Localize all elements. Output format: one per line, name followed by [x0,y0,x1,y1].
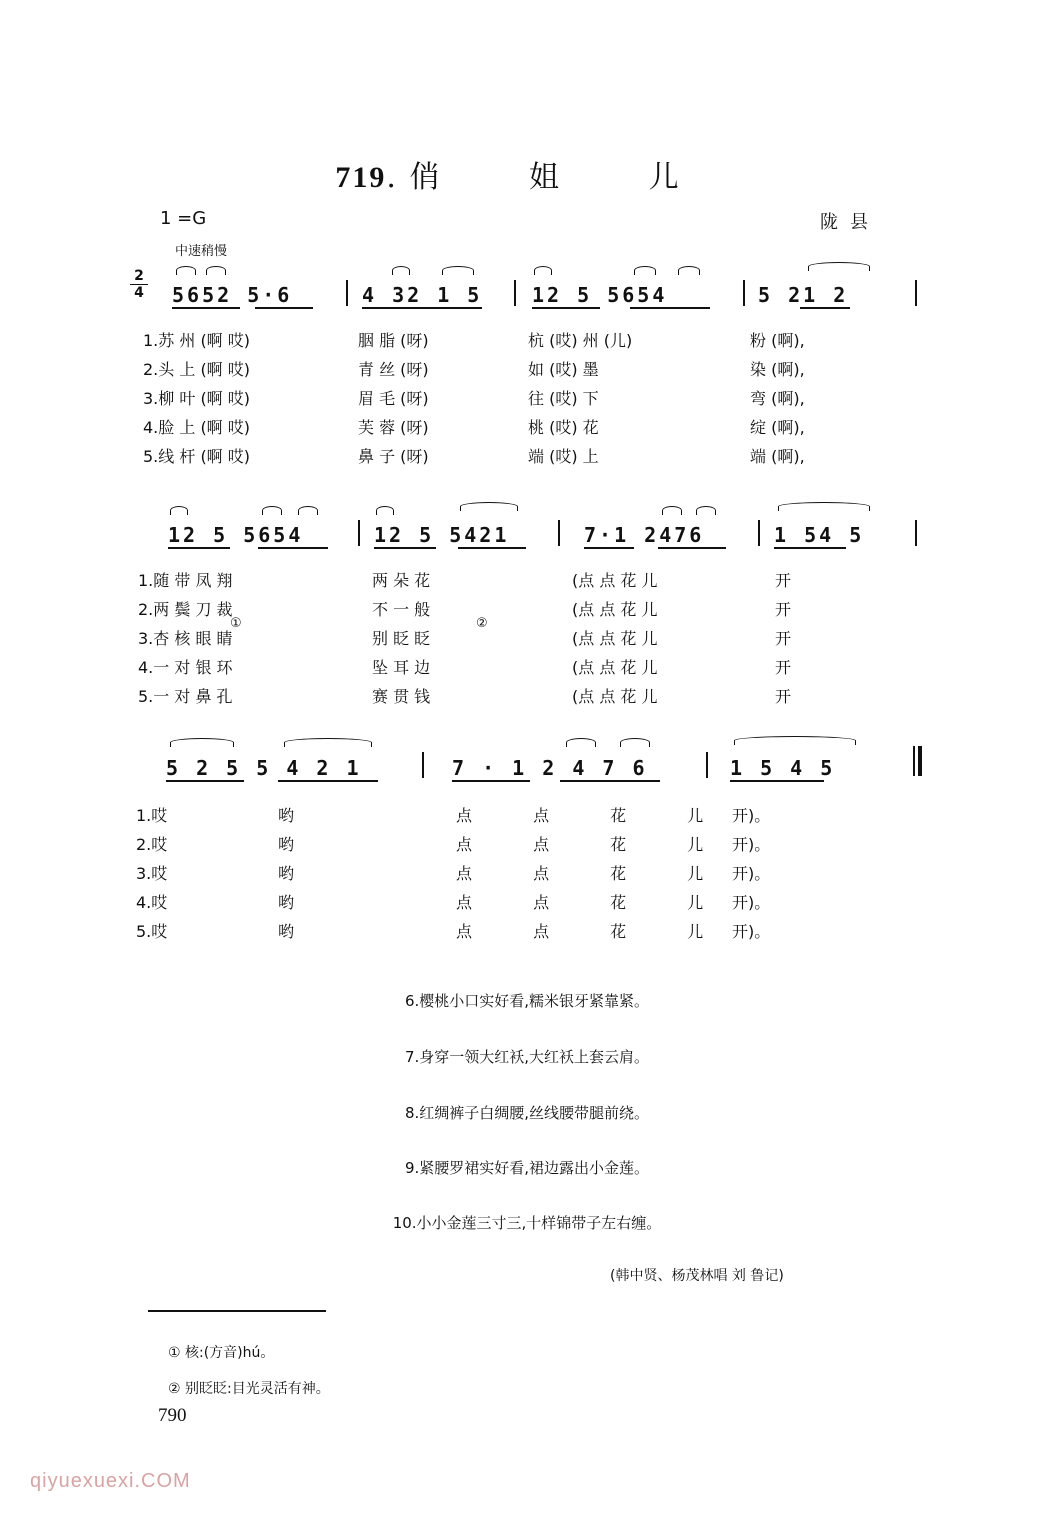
beam-underline [774,547,846,549]
barline [706,752,708,778]
beam-underline [166,780,244,782]
measure: 7·1 2476 [584,523,705,547]
lyric-line: 绽 (啊), [750,418,805,437]
lyric-line: 2.哎 [136,835,168,854]
lyric-line: 哟 [278,864,295,883]
lyric-line: 杭 (哎) 州 (儿) [528,331,633,350]
beam-underline [278,780,378,782]
lyric-line: 青 丝 (呀) [358,360,429,379]
slur-mark [460,502,518,511]
lyric-line: 点 点 花 儿 [456,922,732,941]
time-signature [130,268,148,301]
verse-line: 9.紧腰罗裙实好看,裙边露出小金莲。 [404,1159,650,1177]
slur-mark [734,736,856,745]
lyric-line: 2.头 上 (啊 哎) [143,360,251,379]
slur-mark [634,266,656,275]
lyric-line: 哟 [278,893,295,912]
lyric-line: 点 点 花 儿 [456,806,732,825]
barline [913,746,915,776]
slur-mark [678,266,700,275]
lyric-line: 粉 (啊), [750,331,805,350]
slur-mark [662,506,682,515]
lyric-line: 点 点 花 儿 [456,893,732,912]
beam-underline [255,307,313,309]
credit-line: (韩中贤、杨茂林唱 刘 鲁记) [610,1268,784,1284]
watermark: qiyuexuexi.COM [30,1470,191,1492]
beam-underline [532,307,600,309]
lyric-line: 端 (哎) 上 [528,447,599,466]
footnote-mark: ① [230,616,242,631]
slur-mark [808,262,870,271]
beam-underline [584,547,634,549]
footnote-1: ① 核:(方音)hú。 [168,1345,275,1361]
lyric-line: 不 一 般 [372,600,431,619]
measure: 4 32 1 5 [362,283,483,307]
lyric-line: 赛 贯 钱 [372,687,431,706]
lyric-line: 鼻 子 (呀) [358,447,429,466]
lyric-line: 3.柳 叶 (啊 哎) [143,389,251,408]
lyric-line: (点 点 花 儿 [572,658,658,677]
beam-underline [658,547,726,549]
verse-line: 10.小小金莲三寸三,十样锦带子左右缠。 [392,1214,662,1232]
lyric-line: 开 [775,600,792,619]
lyric-line: 5.线 杆 (啊 哎) [143,447,251,466]
tempo-marking: 中速稍慢 [175,244,228,259]
barline [915,520,917,546]
lyric-line: 3.杏 核 眼 睛 [138,629,233,648]
measure: 5652 5·6 [172,283,293,307]
verse-line: 7.身穿一领大红袄,大红袄上套云肩。 [404,1048,650,1066]
beam-underline [452,780,530,782]
lyric-line: 染 (啊), [750,360,805,379]
lyric-line: (点 点 花 儿 [572,600,658,619]
slur-mark [298,506,318,515]
lyric-line: 开)。 [732,922,771,941]
barline [422,752,424,778]
lyric-line: 4.哎 [136,893,168,912]
lyric-line: 开)。 [732,893,771,912]
time-signature-bottom: 4 [130,284,148,301]
key-signature: 1 =G [160,208,207,229]
footnote-divider [148,1310,326,1312]
lyric-line: 坠 耳 边 [372,658,431,677]
lyric-line: 胭 脂 (呀) [358,331,429,350]
lyric-line: 别 眨 眨 [372,629,431,648]
barline [514,280,516,306]
slur-mark [176,266,196,275]
verse-line: 6.樱桃小口实好看,糯米银牙紧靠紧。 [404,992,650,1010]
slur-mark [696,506,716,515]
barline [743,280,745,306]
beam-underline [730,780,824,782]
lyric-line: 4.脸 上 (啊 哎) [143,418,251,437]
lyric-line: 开 [775,687,792,706]
lyric-line: 哟 [278,835,295,854]
beam-underline [800,307,850,309]
slur-mark [534,266,552,275]
region-label: 陇县 [820,212,880,233]
beam-underline [458,547,526,549]
page-number: 790 [158,1405,187,1426]
measure: 7 · 1 2 4 7 6 [452,756,648,780]
measure: 5 2 5 5 4 2 1 [166,756,362,780]
lyric-line: (点 点 花 儿 [572,629,658,648]
lyric-line: 哟 [278,922,295,941]
lyric-line: 1.随 带 凤 翔 [138,571,233,590]
final-barline [918,746,922,776]
lyric-line: 哟 [278,806,295,825]
beam-underline [362,307,482,309]
lyric-line: 开 [775,571,792,590]
beam-underline [374,547,436,549]
lyric-line: 2.两 鬓 刀 裁 [138,600,233,619]
slur-mark [170,506,188,515]
barline [915,280,917,306]
slur-mark [392,266,410,275]
lyric-line: 5.一 对 鼻 孔 [138,687,233,706]
verse-line: 8.红绸裤子白绸腰,丝线腰带腿前绕。 [404,1104,650,1122]
page-title [0,152,1054,196]
lyric-line: 3.哎 [136,864,168,883]
lyric-line: 芙 蓉 (呀) [358,418,429,437]
beam-underline [258,547,328,549]
title-separator: . [386,160,398,195]
slur-mark [262,506,282,515]
song-name: 俏 姐 儿 [409,160,719,195]
lyric-line: 开)。 [732,806,771,825]
slur-mark [620,738,650,747]
lyric-line: 眉 毛 (呀) [358,389,429,408]
lyric-line: 1.苏 州 (啊 哎) [143,331,251,350]
lyric-line: 点 点 花 儿 [456,864,732,883]
barline [358,520,360,546]
lyric-line: 弯 (啊), [750,389,805,408]
measure: 5 21 2 [758,283,849,307]
lyric-line: 5.哎 [136,922,168,941]
slur-mark [284,738,372,747]
lyric-line: 开)。 [732,835,771,854]
time-signature-top: 2 [134,268,144,284]
barline [558,520,560,546]
beam-underline [630,307,710,309]
lyric-line: 1.哎 [136,806,168,825]
lyric-line: (点 点 花 儿 [572,571,658,590]
lyric-line: 桃 (哎) 花 [528,418,599,437]
slur-mark [206,266,226,275]
lyric-line: 开)。 [732,864,771,883]
lyric-line: 点 点 花 儿 [456,835,732,854]
lyric-line: (点 点 花 儿 [572,687,658,706]
slur-mark [376,506,394,515]
slur-mark [442,266,474,275]
lyric-line: 往 (哎) 下 [528,389,599,408]
barline [758,520,760,546]
lyric-line: 开 [775,629,792,648]
beam-underline [168,547,230,549]
measure: 1 5 4 5 [730,756,836,780]
measure: 12 5 5421 [374,523,510,547]
beam-underline [560,780,660,782]
footnote-2: ② 别眨眨:目光灵活有神。 [168,1381,330,1397]
measure: 12 5 5654 [168,523,304,547]
beam-underline [172,307,240,309]
lyric-line: 如 (哎) 墨 [528,360,599,379]
slur-mark [566,738,596,747]
footnote-mark: ② [476,616,488,631]
barline [346,280,348,306]
lyric-line: 开 [775,658,792,677]
song-number: 719 [335,161,387,194]
measure: 12 5 5654 [532,283,668,307]
lyric-line: 两 朵 花 [372,571,431,590]
slur-mark [778,502,870,511]
lyric-line: 端 (啊), [750,447,805,466]
slur-mark [170,738,234,747]
lyric-line: 4.一 对 银 环 [138,658,233,677]
measure: 1 54 5 [774,523,865,547]
